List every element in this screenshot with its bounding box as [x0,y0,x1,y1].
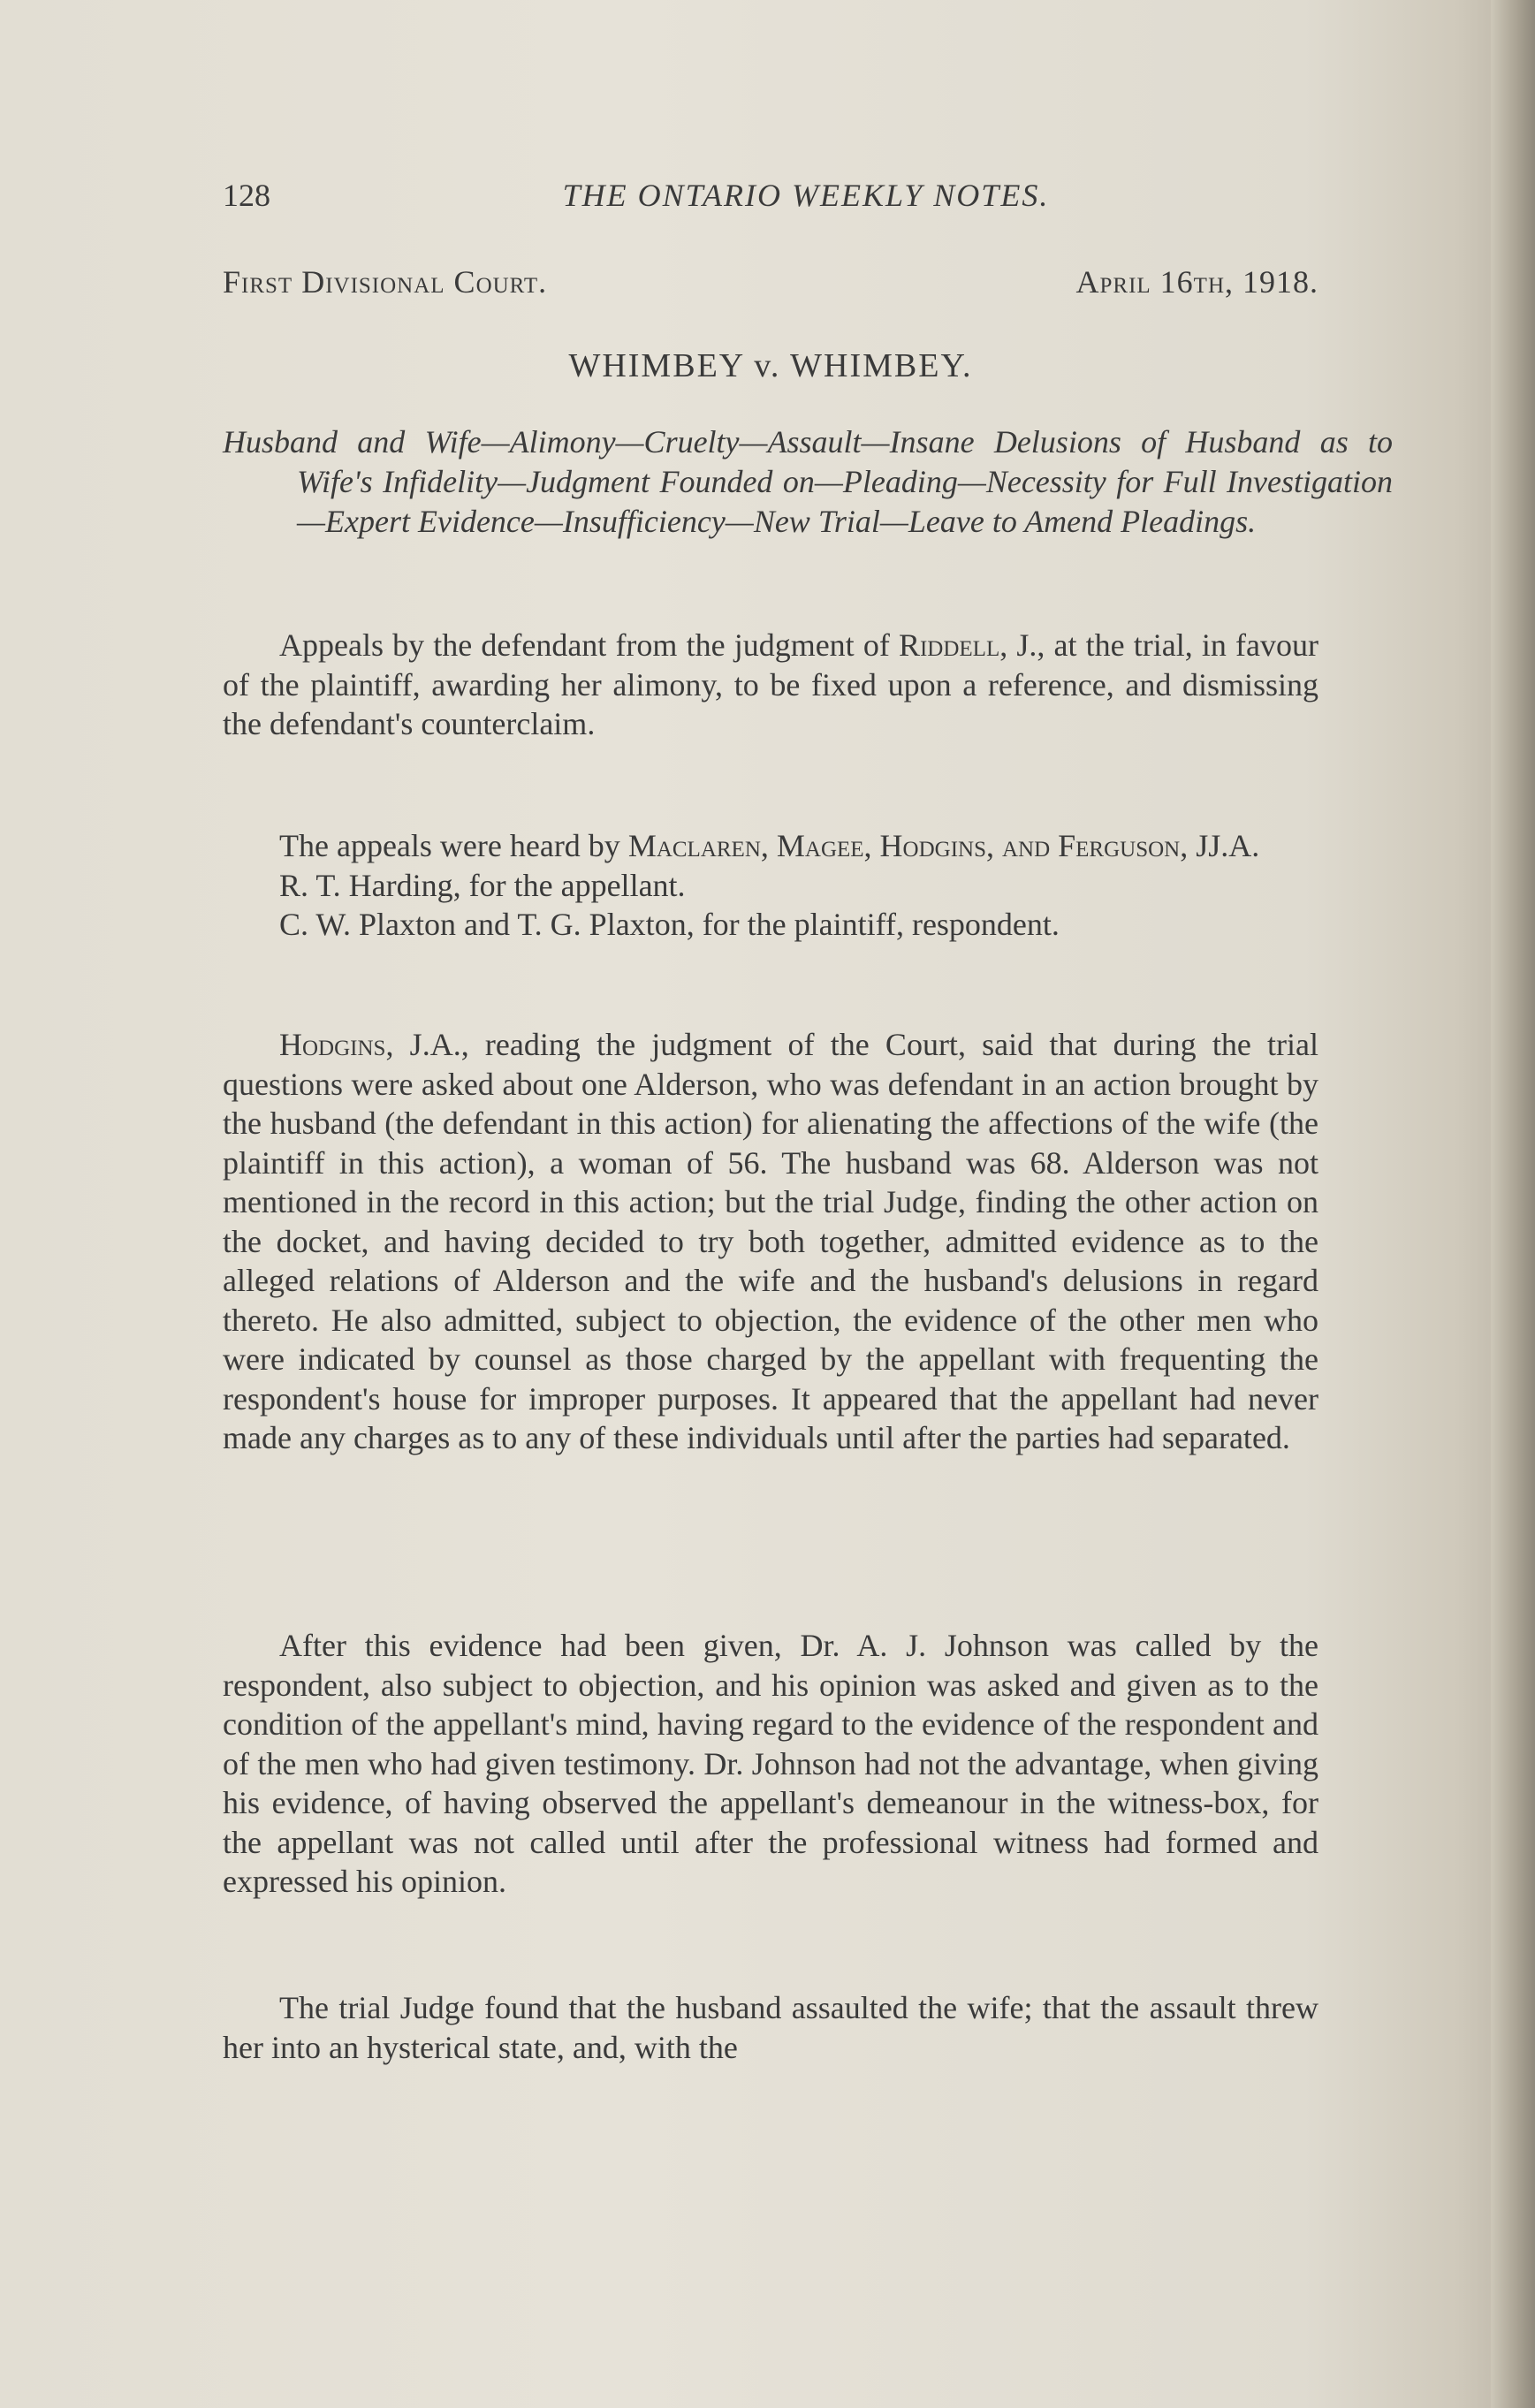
case-title: WHIMBEY v. WHIMBEY. [568,347,973,384]
judgment-paragraph-1: Hodgins, J.A., reading the judgment of the Court, said that during the trial questions were asked about one Alderson, who was defendant in an action brought by the husband (the defendant in this action) for alienating the affections of the wife (the plaintiff in this action), a woman of 56. The husband was 68. Alderson was not mentioned in the record in this action; but the trial Judge, finding the other action on the docket, and having decided to try both together, admitted evidence as to the alleged relations of Alderson and the wife and the husband's delusions in regard thereto. He also admitted, subject to objection, the evidence of the other men who were indicated by counsel as those charged by the appellant with frequenting the respondent's house for improper purposes. It appeared that the appellant had never made any charges as to any of these individuals until after the parties had separated. [223,1027,1318,1455]
judgment-judge: Hodgins [279,1027,386,1062]
trial-judge: Riddell, J. [898,627,1037,663]
hearing-paragraph: The appeals were heard by Maclaren, Magee, Hodgins, and Ferguson, JJ.A. R. T. Harding, for the appellant. C. W. Plaxton and T. G. Plaxton, for the plaintiff, respondent. [223,826,1318,945]
court-name: First Divisional Court. [223,264,548,300]
judgment-paragraph-3: The trial Judge found that the husband assaulted the wife; that the assault threw her into an hysterical state, and, with the [223,1990,1318,2065]
counsel-appellant: R. T. Harding, for the appellant. [279,867,686,903]
page-number: 128 [223,178,270,213]
court-date: April 16th, 1918. [1075,264,1318,300]
court-line [223,263,1318,308]
running-title: THE ONTARIO WEEKLY NOTES. [562,178,1050,213]
book-spine [1491,0,1535,2408]
bench-judges: Maclaren, Magee, Hodgins, and Ferguson [627,828,1181,863]
counsel-respondent: C. W. Plaxton and T. G. Plaxton, for the plaintiff, respondent. [279,907,1060,942]
page-header [223,177,1318,221]
appeal-paragraph: Appeals by the defendant from the judgment of Riddell, J., at the trial, in favour of the plaintiff, awarding her alimony, to be fixed upon a reference, and dismissing the defendant's counterclaim. [223,627,1319,741]
judgment-paragraph-2: After this evidence had been given, Dr. A. J. Johnson was called by the respondent, also subject to objection, and his opinion was asked and given as to the condition of the appellant's mind, having regard to the evidence of the respondent and of the men who had given testimony. Dr. Johnson had not the advantage, when giving his evidence, of having observed the appellant's demeanour in the witness-box, for the appellant was not called until after the professional witness had formed and expressed his opinion. [223,1628,1318,1899]
headnote: Husband and Wife—Alimony—Cruelty—Assault—Insane Delusions of Husband as to Wife's Infidelity—Judgment Founded on—Pleading—Necessity for Full Investigation—Expert Evidence—Insufficiency—New Trial—Leave to Amend Pleadings. [223,424,1393,539]
